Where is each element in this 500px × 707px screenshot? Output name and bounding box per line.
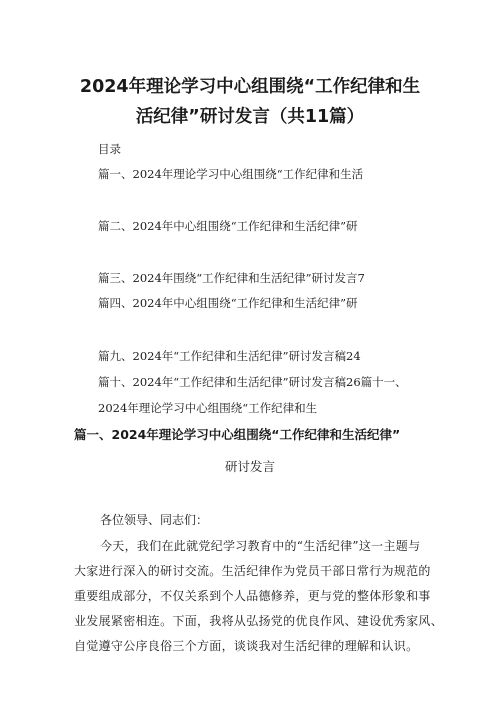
title-line-1: 2024年理论学习中心组围绕“工作纪律和生 [79, 77, 421, 97]
toc-item-2[interactable]: 篇二、2024年中心组围绕“工作纪律和生活纪律”研 [98, 219, 358, 233]
section-subheading: 研讨发言 [224, 459, 275, 474]
section-heading: 篇一、2024年理论学习中心组围绕“工作纪律和生活纪律” [74, 427, 401, 442]
title-line-2: 活纪律”研讨发言（共11篇） [135, 107, 365, 127]
toc-item-1[interactable]: 篇一、2024年理论学习中心组围绕“工作纪律和生活 [98, 167, 364, 181]
paragraph-line-3: 重要组成部分，不仅关系到个人品德修养，更与党的整体形象和事 [74, 589, 431, 603]
toc-item-11[interactable]: 2024年理论学习中心组围绕“工作纪律和生 [98, 401, 318, 415]
toc-item-9[interactable]: 篇九、2024年“工作纪律和生活纪律”研讨发言稿24 [98, 349, 361, 363]
paragraph-line-2: 大家进行深入的研讨交流。生活纪律作为党员干部日常行为规范的 [74, 564, 431, 578]
paragraph-line-4: 业发展紧密相连。下面，我将从弘扬党的优良作风、建设优秀家风、 [74, 614, 444, 628]
paragraph-line-5: 自觉遵守公序良俗三个方面，谈谈我对生活纪律的理解和认识。 [74, 639, 419, 653]
toc-item-10[interactable]: 篇十、2024年“工作纪律和生活纪律”研讨发言稿26篇十一、 [98, 375, 407, 389]
toc-item-4[interactable]: 篇四、2024年中心组围绕“工作纪律和生活纪律”研 [98, 296, 358, 310]
paragraph-line-1: 今天，我们在此就党纪学习教育中的“生活纪律”这一主题与 [100, 539, 421, 553]
toc-label: 目录 [98, 142, 121, 156]
toc-item-3[interactable]: 篇三、2024年围绕“工作纪律和生活纪律”研讨发言7 [98, 271, 365, 285]
document-title [60, 72, 440, 132]
salutation: 各位领导、同志们： [100, 513, 209, 527]
